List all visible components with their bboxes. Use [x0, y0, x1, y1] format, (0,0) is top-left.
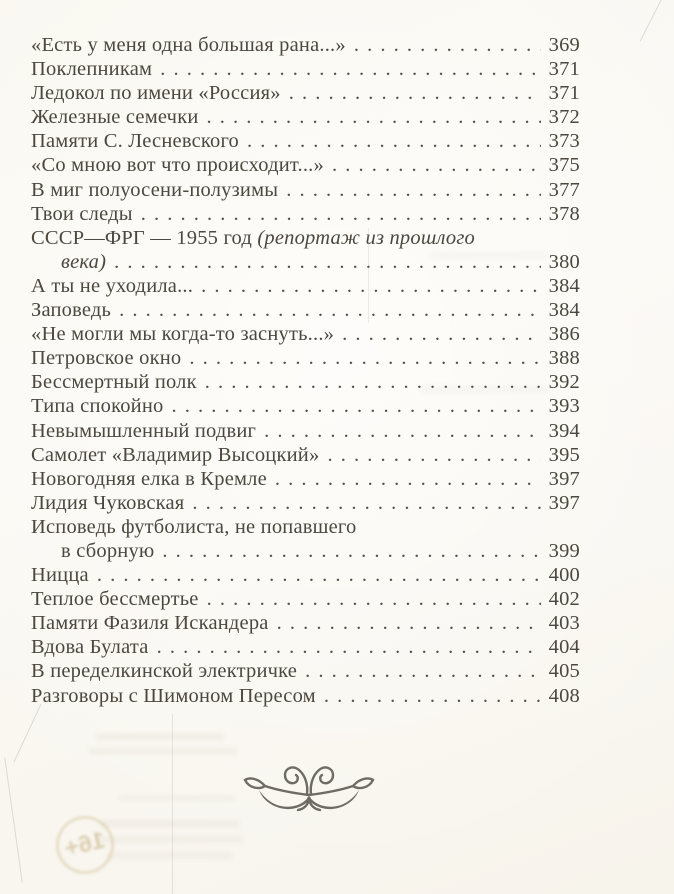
toc-entry-line [31, 515, 580, 539]
dot-leader [160, 57, 541, 81]
toc-entry-line [31, 178, 580, 202]
toc-entry-page: 369 [548, 34, 580, 56]
toc-entry-title: Ницца [31, 564, 89, 587]
showthrough-text-smudge [96, 836, 244, 843]
toc-entry-title: Теплое бессмертье [31, 588, 199, 611]
toc-entry-title: Поклепникам [31, 58, 153, 81]
showthrough-text-smudge [430, 252, 548, 259]
toc-entry-title: В миг полуосени-полузимы [31, 178, 279, 201]
toc-entry-page: 380 [548, 250, 580, 273]
showthrough-text-smudge [100, 820, 240, 827]
dot-leader [332, 153, 541, 177]
dot-leader [247, 129, 541, 153]
toc-entry-page: 378 [548, 202, 580, 225]
toc-entry-line [31, 298, 580, 322]
toc-entry-page: 373 [548, 130, 580, 153]
toc-entry-line [31, 57, 580, 81]
toc-entry-title: Новогодняя елка в Кремле [31, 467, 267, 490]
toc-entry-line [31, 684, 580, 708]
toc-entry-page: 403 [548, 612, 580, 635]
toc-entry-title: Вдова Булата [31, 636, 149, 659]
toc-entry-line [31, 419, 580, 443]
showthrough-text-smudge [95, 733, 225, 740]
toc-entry-title: Памяти Фазиля Искандера [31, 612, 269, 635]
paper-crease [368, 228, 369, 323]
dot-leader [342, 322, 541, 346]
dot-leader [286, 178, 541, 202]
toc-entry-title: Самолет «Владимир Высоцкий» [31, 443, 320, 466]
showthrough-text-smudge [118, 795, 236, 801]
paper-crease [14, 704, 42, 762]
toc-entry-page: 399 [548, 539, 580, 562]
toc-entry-title: «Не могли мы когда-то заснуть...» [31, 323, 335, 346]
dot-leader [189, 346, 541, 370]
toc-entry-line [31, 226, 580, 250]
paper-crease [640, 0, 664, 42]
toc-entry-subtitle: (репортаж из прошлого [257, 226, 475, 249]
toc-entry-page: 372 [548, 106, 580, 129]
toc-entry-page: 402 [548, 588, 580, 611]
toc-entry-line [31, 394, 580, 418]
showthrough-text-smudge [420, 386, 548, 393]
toc-entry-title: Бессмертный полк [31, 371, 197, 394]
dot-leader [119, 298, 541, 322]
toc-entry-line [31, 443, 580, 467]
toc-entry-title: Железные семечки [31, 106, 199, 129]
dot-leader [207, 105, 541, 129]
dot-leader [324, 684, 541, 708]
toc-entry-page: 397 [548, 467, 580, 490]
dot-leader [305, 659, 541, 683]
toc-entry-title: Заповедь [31, 299, 112, 322]
toc-entry-title: Разговоры с Шимоном Пересом [31, 684, 316, 707]
toc-entry-title: Памяти С. Лесневского [31, 130, 239, 153]
toc-entry-line [31, 587, 580, 611]
toc-entry-line [31, 81, 580, 105]
toc-entry-line [31, 491, 580, 515]
toc-entry-line [31, 202, 580, 226]
toc-entry-title: Петровское окно [31, 347, 182, 370]
dot-leader [289, 81, 541, 105]
toc-entry-line [31, 346, 580, 370]
toc-entry-line [31, 467, 580, 491]
toc-entry-page: 408 [548, 684, 580, 707]
showthrough-text-smudge [106, 852, 232, 859]
toc-entry-page: 400 [548, 564, 580, 587]
toc-entry-page: 392 [548, 371, 580, 394]
dot-leader [275, 467, 541, 491]
age-rating-label: 16+ [61, 826, 108, 863]
toc-entry-line [31, 635, 580, 659]
toc-entry-page: 384 [548, 274, 580, 297]
toc-entry-page: 375 [548, 154, 580, 177]
dot-leader [141, 202, 541, 226]
toc-entry-page: 386 [548, 323, 580, 346]
toc-entry-line [31, 33, 580, 57]
toc-entry-page: 377 [548, 178, 580, 201]
toc-entry-line [31, 129, 580, 153]
dot-leader [157, 635, 541, 659]
showthrough-text-smudge [88, 748, 238, 755]
toc-entry-title: «Со мною вот что происходит...» [31, 154, 324, 177]
dot-leader [277, 611, 541, 635]
toc-entry-line [31, 274, 580, 298]
dot-leader [201, 274, 541, 298]
toc-entry-title: СССР—ФРГ — 1955 год [31, 226, 258, 249]
toc-entry-line [31, 563, 580, 587]
toc-entry-page: 384 [548, 299, 580, 322]
paper-crease [172, 714, 173, 894]
flourish-ornament [241, 758, 377, 816]
dot-leader [327, 443, 541, 467]
dot-leader [192, 491, 541, 515]
toc-entry-line [31, 105, 580, 129]
toc-entry-page: 393 [548, 395, 580, 418]
toc-entry-title: Типа спокойно [31, 395, 164, 418]
toc-entry-line [31, 153, 580, 177]
toc-list [31, 33, 580, 708]
toc-entry-page: 404 [548, 636, 580, 659]
toc-entry-page: 395 [548, 443, 580, 466]
toc-entry-title: Твои следы [31, 202, 133, 225]
toc-entry-page: 394 [548, 419, 580, 442]
paper-crease [4, 758, 23, 883]
toc-entry-page: 388 [548, 347, 580, 370]
toc-entry-title: А ты не уходила... [31, 274, 194, 297]
toc-entry-line [31, 611, 580, 635]
toc-entry-title: Лидия Чуковская [31, 491, 185, 514]
toc-entry-title: Невымышленный подвиг [31, 419, 257, 442]
toc-entry-page: 397 [548, 491, 580, 514]
dot-leader [207, 587, 541, 611]
toc-entry-line [31, 322, 580, 346]
toc-entry-line [31, 539, 580, 563]
dot-leader [171, 394, 541, 418]
dot-leader [97, 563, 541, 587]
toc-entry-line [31, 659, 580, 683]
toc-entry-page: 371 [548, 82, 580, 105]
toc-entry-continuation: века) [61, 250, 107, 273]
toc-entry-title: «Есть у меня одна большая рана...» [31, 34, 346, 56]
toc-entry-title: В переделкинской электричке [31, 660, 298, 683]
dot-leader [264, 419, 541, 443]
toc-entry-title: Исповедь футболиста, не попавшего [31, 515, 357, 538]
toc-entry-page: 371 [548, 58, 580, 81]
toc-entry-page: 405 [548, 660, 580, 683]
toc-entry-title: Ледокол по имени «Россия» [31, 82, 281, 105]
toc-entry-continuation: в сборную [61, 539, 155, 562]
dot-leader [162, 539, 541, 563]
dot-leader [354, 33, 541, 57]
